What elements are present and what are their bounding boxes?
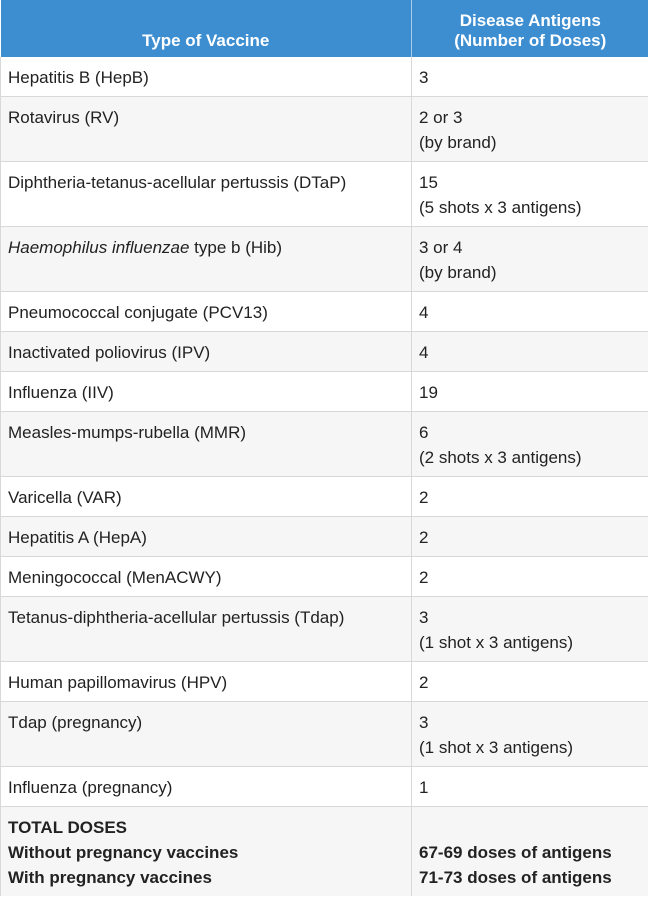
vaccine-name-text: Pneumococcal conjugate (PCV13): [8, 303, 268, 322]
vaccine-name: [1, 767, 412, 807]
dose-value: 1: [419, 778, 429, 797]
vaccine-name: [1, 292, 412, 332]
total-doses-label: TOTAL DOSES: [8, 818, 128, 837]
vaccine-name: [1, 557, 412, 597]
dose-count: [412, 227, 648, 292]
dose-value: 2: [419, 528, 429, 547]
table-row: [1, 57, 648, 97]
dose-note: (5 shots x 3 antigens): [419, 198, 582, 217]
dose-count: [412, 702, 648, 767]
dose-value: 2: [419, 488, 429, 507]
vaccine-name: [1, 227, 412, 292]
dose-note: (1 shot x 3 antigens): [419, 738, 574, 757]
table-row: [1, 557, 648, 597]
dose-count: [412, 57, 648, 97]
header-disease-antigens: [412, 0, 648, 57]
dose-value: 4: [419, 343, 429, 362]
dose-value: 4: [419, 303, 429, 322]
table-row: [1, 227, 648, 292]
table-row: [1, 292, 648, 332]
vaccine-name: [1, 597, 412, 662]
dose-value: 2: [419, 673, 429, 692]
vaccine-name-text: Influenza (IIV): [8, 383, 114, 402]
table-body: [1, 57, 648, 896]
vaccine-name-text: Meningococcal (MenACWY): [8, 568, 222, 587]
dose-count: [412, 97, 648, 162]
vaccine-name-text: Inactivated poliovirus (IPV): [8, 343, 211, 362]
vaccine-name-text: Measles-mumps-rubella (MMR): [8, 423, 247, 442]
table-row: [1, 412, 648, 477]
dose-count: [412, 557, 648, 597]
vaccine-name: [1, 517, 412, 557]
table-row: [1, 372, 648, 412]
vaccine-name-text: Hepatitis A (HepA): [8, 528, 147, 547]
dose-count: [412, 477, 648, 517]
vaccine-name: [1, 412, 412, 477]
vaccine-name-text: Hepatitis B (HepB): [8, 68, 149, 87]
table-row: [1, 702, 648, 767]
dose-count: [412, 412, 648, 477]
header-type-of-vaccine: [1, 0, 412, 57]
dose-note: (2 shots x 3 antigens): [419, 448, 582, 467]
vaccine-name-text: Tetanus-diphtheria-acellular pertussis (Tdap): [8, 608, 345, 627]
dose-value: 3: [419, 608, 429, 627]
dose-count: [412, 162, 648, 227]
total-labels: [1, 807, 412, 897]
dose-note: (1 shot x 3 antigens): [419, 633, 574, 652]
without-pregnancy-label: Without pregnancy vaccines: [8, 843, 239, 862]
table-row: [1, 517, 648, 557]
dose-count: [412, 372, 648, 412]
dose-count: [412, 597, 648, 662]
dose-count: [412, 332, 648, 372]
dose-value: 19: [419, 383, 438, 402]
vaccine-name-text: Varicella (VAR): [8, 488, 122, 507]
vaccine-name-italic: Haemophilus influenzae: [8, 238, 190, 257]
dose-value: 6: [419, 423, 429, 442]
table-row: [1, 662, 648, 702]
vaccine-name: [1, 332, 412, 372]
dose-count: [412, 767, 648, 807]
dose-value: 3: [419, 68, 429, 87]
table-row: [1, 597, 648, 662]
vaccine-name: [1, 477, 412, 517]
table-header: [1, 0, 648, 57]
dose-value: 3 or 4: [419, 238, 463, 257]
table-row: [1, 162, 648, 227]
dose-count: [412, 517, 648, 557]
dose-count: [412, 292, 648, 332]
vaccine-name-text: Tdap (pregnancy): [8, 713, 143, 732]
vaccine-name: [1, 162, 412, 227]
vaccine-name-text: Diphtheria-tetanus-acellular pertussis (DTaP): [8, 173, 347, 192]
vaccine-name: [1, 97, 412, 162]
header-row: [1, 0, 648, 57]
table-row: [1, 97, 648, 162]
table-row: [1, 477, 648, 517]
total-spacer: [419, 815, 642, 840]
dose-value: 3: [419, 713, 429, 732]
vaccine-name-text: Rotavirus (RV): [8, 108, 120, 127]
vaccine-name-text: Influenza (pregnancy): [8, 778, 173, 797]
vaccine-name: [1, 57, 412, 97]
dose-value: 2 or 3: [419, 108, 463, 127]
header-col2-line2: (Number of Doses): [454, 31, 607, 50]
dose-count: [412, 662, 648, 702]
vaccine-name-text: type b (Hib): [189, 238, 283, 257]
with-pregnancy-value: 71-73 doses of antigens: [419, 868, 612, 887]
vaccine-name-text: Human papillomavirus (HPV): [8, 673, 228, 692]
with-pregnancy-label: With pregnancy vaccines: [8, 868, 212, 887]
header-col2-line1: Disease Antigens: [459, 11, 601, 30]
total-row: [1, 807, 648, 897]
vaccine-name: [1, 702, 412, 767]
without-pregnancy-value: 67-69 doses of antigens: [419, 843, 612, 862]
dose-value: 15: [419, 173, 438, 192]
dose-value: 2: [419, 568, 429, 587]
vaccine-name: [1, 662, 412, 702]
vaccine-name: [1, 372, 412, 412]
dose-note: (by brand): [419, 263, 497, 282]
table-row: [1, 767, 648, 807]
total-values: [412, 807, 648, 897]
dose-note: (by brand): [419, 133, 497, 152]
table-row: [1, 332, 648, 372]
header-col1-label: Type of Vaccine: [142, 31, 270, 50]
